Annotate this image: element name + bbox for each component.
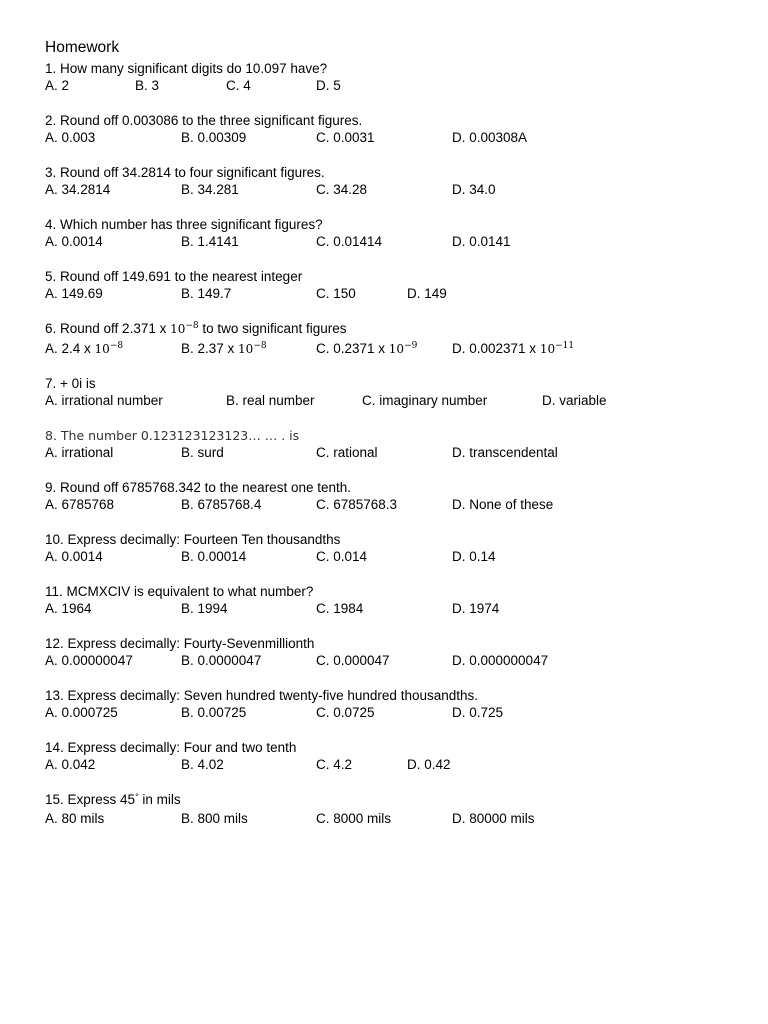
- option-c: C. 0.014: [316, 549, 368, 564]
- option-d: D. transcendental: [452, 445, 558, 460]
- option-b: B. 0.00309: [181, 130, 247, 145]
- power-of-ten: $10^{-8}$: [170, 321, 199, 336]
- question-stem: 10. Express decimally: Fourteen Ten thousandths: [45, 532, 341, 547]
- answer-options: [45, 444, 745, 462]
- question-8: [45, 427, 745, 462]
- option-b: B. 800 mils: [181, 811, 248, 826]
- option-d: D. variable: [542, 393, 607, 408]
- question-stem: 2. Round off 0.003086 to the three significant figures.: [45, 113, 363, 128]
- question-10: [45, 531, 745, 566]
- option-c: C. 150: [316, 286, 356, 301]
- question-12: [45, 635, 745, 670]
- option-a: A. 80 mils: [45, 811, 105, 826]
- answer-options: [45, 548, 745, 566]
- question-stem: 1. How many significant digits do 10.097 have?: [45, 61, 328, 76]
- question-1: [45, 60, 745, 95]
- question-2: [45, 112, 745, 147]
- question-6: [45, 320, 745, 358]
- answer-options: [45, 756, 745, 774]
- question-13: [45, 687, 745, 722]
- question-15: [45, 791, 745, 828]
- option-b: B. 0.00725: [181, 705, 247, 720]
- question-stem: 8. The number 0.123123123123… … . is: [45, 428, 300, 443]
- option-a: A. 0.00000047: [45, 653, 133, 668]
- option-b: B. 0.00014: [181, 549, 247, 564]
- question-9: [45, 479, 745, 514]
- option-b: B. 34.281: [181, 182, 239, 197]
- option-a: A. 149.69: [45, 286, 103, 301]
- option-b: B. 6785768.4: [181, 497, 262, 512]
- question-stem: 4. Which number has three significant figures?: [45, 217, 323, 232]
- homework-page: [45, 39, 745, 828]
- option-a: A. 2.4 x $10^{-8}$: [45, 341, 124, 356]
- option-d: D. 0.42: [407, 757, 451, 772]
- option-c: C. 0.0725: [316, 705, 375, 720]
- option-d: D. 1974: [452, 601, 500, 616]
- option-c: C. 4.2: [316, 757, 353, 772]
- option-b: B. real number: [226, 393, 315, 408]
- option-a: A. 1964: [45, 601, 92, 616]
- option-a: A. 6785768: [45, 497, 115, 512]
- answer-options: [45, 285, 745, 303]
- option-d: D. 0.725: [452, 705, 504, 720]
- question-stem: 14. Express decimally: Four and two tenth: [45, 740, 297, 755]
- option-d: D. 34.0: [452, 182, 496, 197]
- question-4: [45, 216, 745, 251]
- option-a: A. 0.0014: [45, 234, 103, 249]
- option-b: B. 0.0000047: [181, 653, 262, 668]
- answer-options: [45, 600, 745, 618]
- option-d: D. 0.000000047: [452, 653, 549, 668]
- option-c: C. rational: [316, 445, 378, 460]
- option-c: C. 0.000047: [316, 653, 390, 668]
- option-a: A. 0.003: [45, 130, 96, 145]
- option-d: D. 0.14: [452, 549, 496, 564]
- question-stem: 9. Round off 6785768.342 to the nearest one tenth.: [45, 480, 351, 495]
- option-d: D. 149: [407, 286, 447, 301]
- question-stem: 13. Express decimally: Seven hundred twenty-five hundred thousandths.: [45, 688, 479, 703]
- option-d: D. 80000 mils: [452, 811, 535, 826]
- option-a: A. irrational: [45, 445, 114, 460]
- answer-options: [45, 340, 745, 358]
- option-b: B. 4.02: [181, 757, 224, 772]
- option-b: B. 1994: [181, 601, 228, 616]
- question-stem: 6. Round off 2.371 x $10^{-8}$ to two significant figures: [45, 321, 347, 336]
- answer-options: [45, 704, 745, 722]
- option-d: D. 5: [316, 78, 341, 93]
- question-14: [45, 739, 745, 774]
- answer-options: [45, 810, 745, 828]
- answer-options: [45, 233, 745, 251]
- option-c: C. 8000 mils: [316, 811, 392, 826]
- option-d: D. None of these: [452, 497, 554, 512]
- question-stem: 11. MCMXCIV is equivalent to what number?: [45, 584, 314, 599]
- option-c: C. 4: [226, 78, 251, 93]
- question-3: [45, 164, 745, 199]
- option-a: A. 0.0014: [45, 549, 103, 564]
- option-d: D. 0.0141: [452, 234, 511, 249]
- option-c: C. 34.28: [316, 182, 368, 197]
- option-d: D. 0.002371 x $10^{-11}$: [452, 341, 575, 356]
- question-stem: 3. Round off 34.2814 to four significant figures.: [45, 165, 325, 180]
- question-5: [45, 268, 745, 303]
- option-c: C. 0.0031: [316, 130, 375, 145]
- answer-options: [45, 129, 745, 147]
- question-stem: 7. + 0i is: [45, 376, 96, 391]
- option-c: C. 0.2371 x $10^{-9}$: [316, 341, 418, 356]
- option-b: B. 149.7: [181, 286, 232, 301]
- option-c: C. 1984: [316, 601, 364, 616]
- option-a: A. irrational number: [45, 393, 163, 408]
- option-a: A. 2: [45, 78, 70, 93]
- option-b: B. 2.37 x $10^{-8}$: [181, 341, 267, 356]
- option-c: C. 6785768.3: [316, 497, 398, 512]
- answer-options: [45, 496, 745, 514]
- option-b: B. 3: [135, 78, 160, 93]
- option-b: B. surd: [181, 445, 224, 460]
- question-11: [45, 583, 745, 618]
- answer-options: [45, 392, 745, 410]
- answer-options: [45, 77, 745, 95]
- question-stem: 12. Express decimally: Fourty-Sevenmillionth: [45, 636, 315, 651]
- option-c: C. imaginary number: [362, 393, 488, 408]
- option-d: D. 0.00308A: [452, 130, 528, 145]
- question-stem: 15. Express 45° in mils: [45, 792, 181, 807]
- answer-options: [45, 652, 745, 670]
- option-a: A. 34.2814: [45, 182, 111, 197]
- option-c: C. 0.01414: [316, 234, 383, 249]
- page-title: Homework: [45, 39, 120, 56]
- degree-symbol: °: [135, 792, 139, 802]
- question-stem: 5. Round off 149.691 to the nearest integer: [45, 269, 303, 284]
- option-a: A. 0.000725: [45, 705, 118, 720]
- option-b: B. 1.4141: [181, 234, 239, 249]
- option-a: A. 0.042: [45, 757, 96, 772]
- answer-options: [45, 181, 745, 199]
- question-7: [45, 375, 745, 410]
